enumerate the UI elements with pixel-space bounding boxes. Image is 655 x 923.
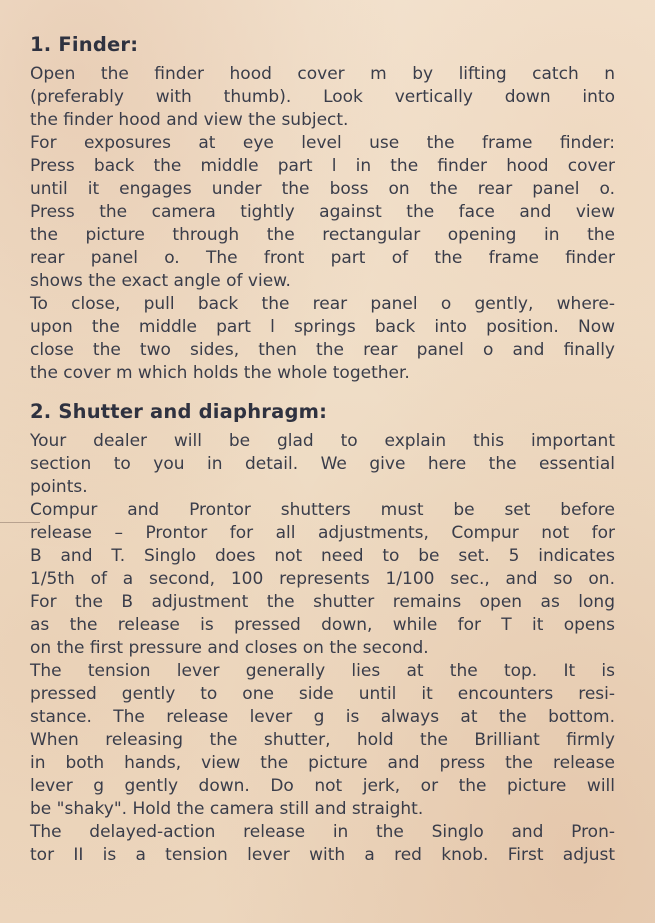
text-line: be "shaky". Hold the camera still and straight.: [30, 799, 424, 819]
text-line: shows the exact angle of view.: [30, 271, 291, 291]
text-line: until it engages under the boss on the rear panel o.: [30, 179, 615, 199]
section-shutter-diaphragm: [30, 397, 615, 867]
text-line: release – Prontor for all adjustments, Compur not for: [30, 523, 615, 543]
text-line: tor II is a tension lever with a red knob. First adjust: [30, 845, 615, 865]
text-line: Compur and Prontor shutters must be set before: [30, 500, 615, 520]
text-line: rear panel o. The front part of the frame finder: [30, 248, 615, 268]
text-line: The tension lever generally lies at the top. It is: [30, 661, 615, 681]
text-line: Press back the middle part l in the finder hood cover: [30, 156, 615, 176]
text-line: The delayed-action release in the Singlo and Pron-: [30, 822, 615, 842]
section-gap: [30, 385, 615, 397]
text-line: the cover m which holds the whole together.: [30, 363, 410, 383]
text-line: When releasing the shutter, hold the Brilliant firmly: [30, 730, 615, 750]
section-heading-shutter: 2. Shutter and diaphragm:: [30, 400, 328, 423]
text-line: To close, pull back the rear panel o gently, where-: [30, 294, 615, 314]
text-line: pressed gently to one side until it encounters resi-: [30, 684, 615, 704]
text-line: the finder hood and view the subject.: [30, 110, 349, 130]
text-line: points.: [30, 477, 88, 497]
shutter-text: [30, 430, 615, 867]
text-line: For the B adjustment the shutter remains open as long: [30, 592, 615, 612]
text-line: as the release is pressed down, while for T it opens: [30, 615, 615, 635]
text-line: stance. The release lever g is always at the bottom.: [30, 707, 615, 727]
text-line: lever g gently down. Do not jerk, or the picture will: [30, 776, 615, 796]
section-heading-finder: 1. Finder:: [30, 33, 139, 56]
text-line: (preferably with thumb). Look vertically down into: [30, 87, 615, 107]
text-line: the picture through the rectangular opening in the: [30, 225, 615, 245]
text-line: Press the camera tightly against the face and view: [30, 202, 615, 222]
text-line: Your dealer will be glad to explain this important: [30, 431, 615, 451]
text-line: 1/5th of a second, 100 represents 1/100 sec., and so on.: [30, 569, 615, 589]
text-line: in both hands, view the picture and press the release: [30, 753, 615, 773]
text-line: section to you in detail. We give here the essential: [30, 454, 615, 474]
text-line: upon the middle part l springs back into position. Now: [30, 317, 615, 337]
text-line: Open the finder hood cover m by lifting catch n: [30, 64, 615, 84]
text-line: on the first pressure and closes on the second.: [30, 638, 429, 658]
paper-crease: [0, 522, 40, 523]
text-line: For exposures at eye level use the frame finder:: [30, 133, 615, 153]
text-line: close the two sides, then the rear panel o and finally: [30, 340, 615, 360]
text-line: B and T. Singlo does not need to be set. 5 indicates: [30, 546, 615, 566]
finder-text: [30, 63, 615, 385]
section-finder: [30, 30, 615, 385]
